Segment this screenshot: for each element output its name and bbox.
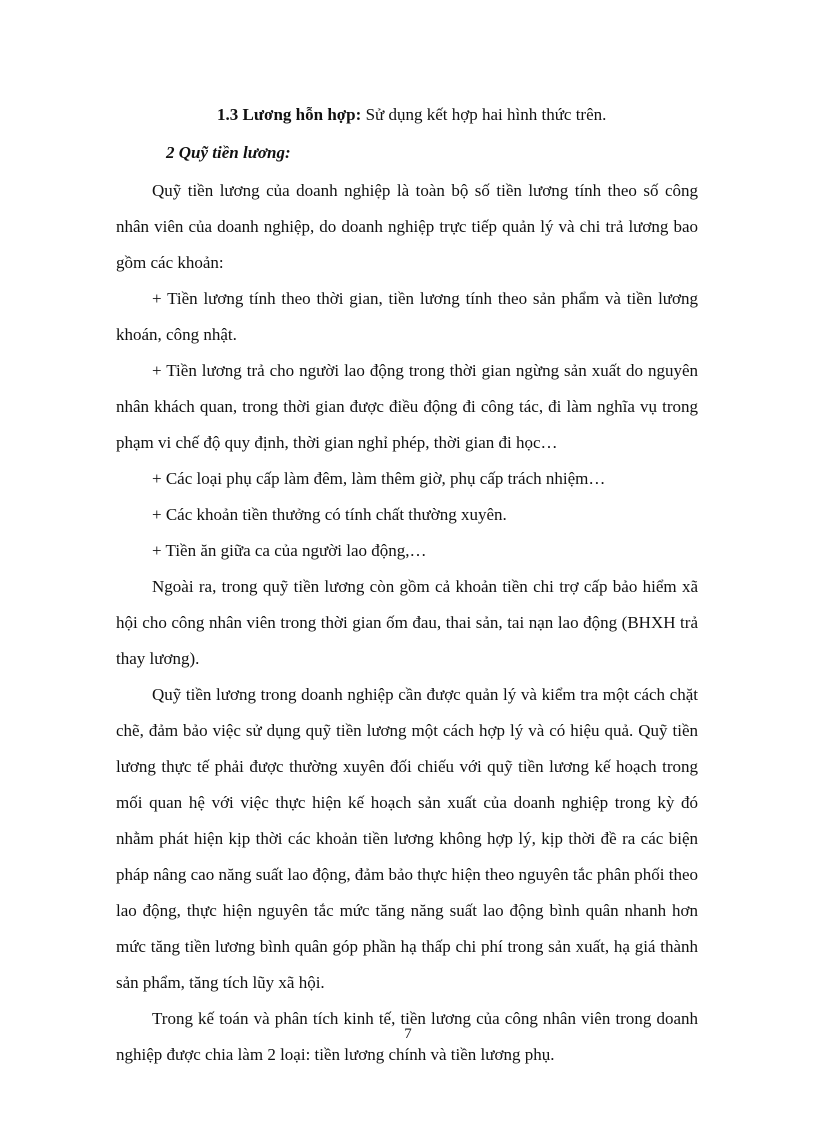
bullet-item-downtime-wage: + Tiền lương trả cho người lao động trong thời gian ngừng sản xuất do nguyên nhân khách quan, trong thời gian được điều động đi công tác, đi làm nghĩa vụ trong phạm vi chế độ quy định, thời gian nghỉ phép, thời gian đi học… (116, 361, 698, 452)
section-title: 2 Quỹ tiền lương: (166, 143, 291, 162)
subsection-label: 1.3 Lương hỗn hợp: (217, 105, 362, 124)
bullet-item-allowances: + Các loại phụ cấp làm đêm, làm thêm giờ, phụ cấp trách nhiệm… (152, 469, 606, 488)
subsection-heading (116, 97, 698, 133)
paragraph-fund-management: Quỹ tiền lương trong doanh nghiệp cần được quản lý và kiểm tra một cách chặt chẽ, đảm bảo việc sử dụng quỹ tiền lương một cách hợp lý và có hiệu quả. Quỹ tiền lương thực tế phải được thường xuyên đối chiếu với quỹ tiền lương kế hoạch trong mối quan hệ với việc thực hiện kế hoạch sản xuất của doanh nghiệp trong kỳ đó nhằm phát hiện kịp thời các khoản tiền lương không hợp lý, kịp thời đề ra các biện pháp nâng cao năng suất lao động, đảm bảo thực hiện theo nguyên tắc phân phối theo lao động, thực hiện nguyên tắc mức tăng năng suất lao động bình quân nhanh hơn mức tăng tiền lương bình quân góp phần hạ thấp chi phí trong sản xuất, hạ giá thành sản phẩm, tăng tích lũy xã hội. (116, 685, 698, 992)
document-page (116, 97, 698, 1073)
bullet-item-time-wage: + Tiền lương tính theo thời gian, tiền lương tính theo sản phẩm và tiền lương khoán, công nhật. (116, 289, 698, 344)
paragraph-wage-classification: Trong kế toán và phân tích kinh tế, tiền lương của công nhân viên trong doanh nghiệp được chia làm 2 loại: tiền lương chính và tiền lương phụ. (116, 1009, 698, 1064)
paragraph-definition: Quỹ tiền lương của doanh nghiệp là toàn bộ số tiền lương tính theo số công nhân viên của doanh nghiệp, do doanh nghiệp trực tiếp quản lý và chi trả lương bao gồm các khoản: (116, 181, 698, 272)
subsection-text: Sử dụng kết hợp hai hình thức trên. (361, 105, 607, 124)
bullet-item-meal-allowance: + Tiền ăn giữa ca của người lao động,… (152, 541, 427, 560)
paragraph-social-insurance: Ngoài ra, trong quỹ tiền lương còn gồm cả khoản tiền chi trợ cấp bảo hiểm xã hội cho công nhân viên trong thời gian ốm đau, thai sản, tai nạn lao động (BHXH trả thay lương). (116, 577, 698, 668)
page-number: 7 (404, 1026, 412, 1042)
bullet-item-bonuses: + Các khoản tiền thưởng có tính chất thường xuyên. (152, 505, 507, 524)
